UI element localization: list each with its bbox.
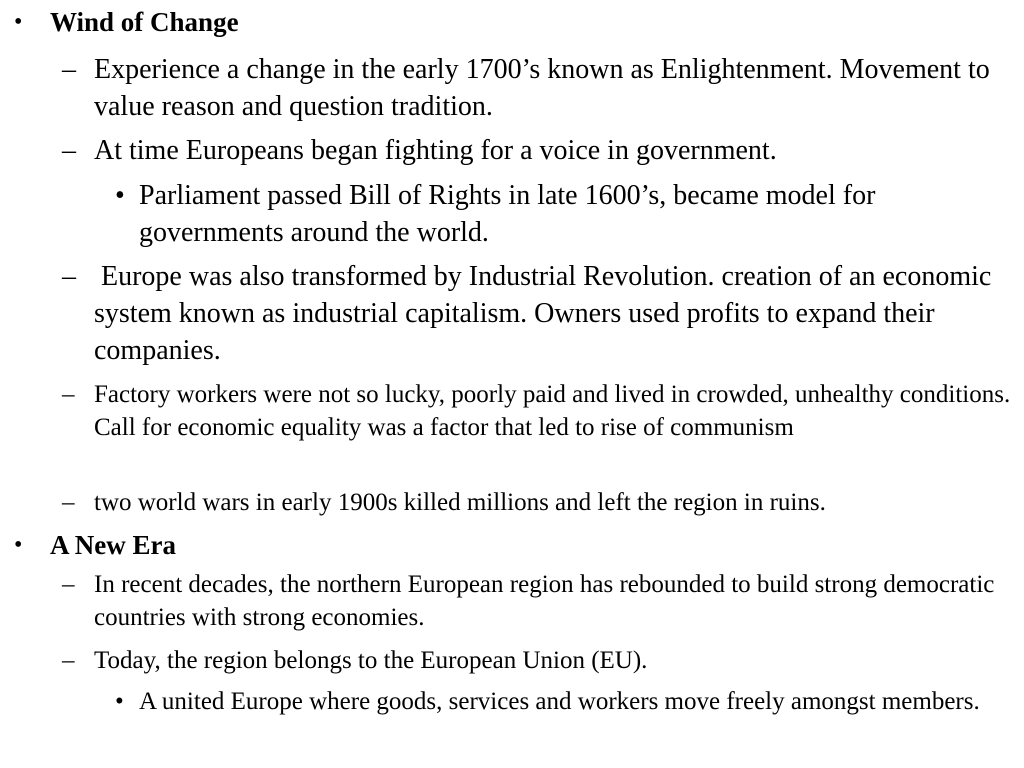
dash-icon: – (62, 135, 76, 166)
point-enlightenment (62, 51, 1017, 125)
point-voice-in-government (62, 132, 1017, 169)
point-industrial-revolution (62, 258, 1017, 369)
subpoint-bill-of-rights (115, 177, 1000, 251)
point-text: In recent decades, the northern European region has rebounded to build strong democratic countries with strong economies. (94, 571, 995, 631)
point-text: Europe was also transformed by Industrial Revolution. creation of an economic system known as industrial capitalism. Owners used profits to expand their companies. (94, 261, 999, 366)
point-text: Today, the region belongs to the European Union (EU). (94, 647, 648, 674)
dash-icon: – (62, 489, 75, 516)
dash-icon: – (62, 54, 76, 85)
section-heading-wind-of-change (14, 4, 1014, 40)
bullet-icon: • (115, 180, 125, 211)
point-text: Parliament passed Bill of Rights in late 1600’s, became model for governments around the world. (139, 180, 876, 248)
point-text: Factory workers were not so lucky, poorly paid and lived in crowded, unhealthy conditions. Call for economic equality was a factor that led to rise of communism (94, 381, 1011, 441)
point-recent-decades (62, 568, 1017, 634)
bullet-icon: • (14, 532, 23, 558)
dash-icon: – (62, 647, 75, 674)
heading-text: A New Era (50, 530, 176, 560)
bullet-icon: • (115, 688, 124, 715)
point-text: A united Europe where goods, services and workers move freely amongst members. (139, 688, 980, 715)
point-world-wars (62, 486, 1017, 519)
section-heading-a-new-era (14, 527, 1014, 563)
heading-text: Wind of Change (50, 7, 239, 37)
dash-icon: – (62, 571, 75, 598)
point-factory-workers (62, 378, 1017, 444)
point-text: Experience a change in the early 1700’s known as Enlightenment. Movement to value reason and question tradition. (94, 54, 990, 122)
dash-icon: – (62, 381, 75, 408)
bullet-icon: • (14, 9, 23, 35)
dash-icon: – (62, 261, 76, 292)
point-european-union (62, 644, 1017, 677)
point-text: At time Europeans began fighting for a voice in government. (94, 135, 777, 166)
subpoint-united-europe (115, 685, 1000, 718)
point-text: two world wars in early 1900s killed millions and left the region in ruins. (94, 489, 826, 516)
